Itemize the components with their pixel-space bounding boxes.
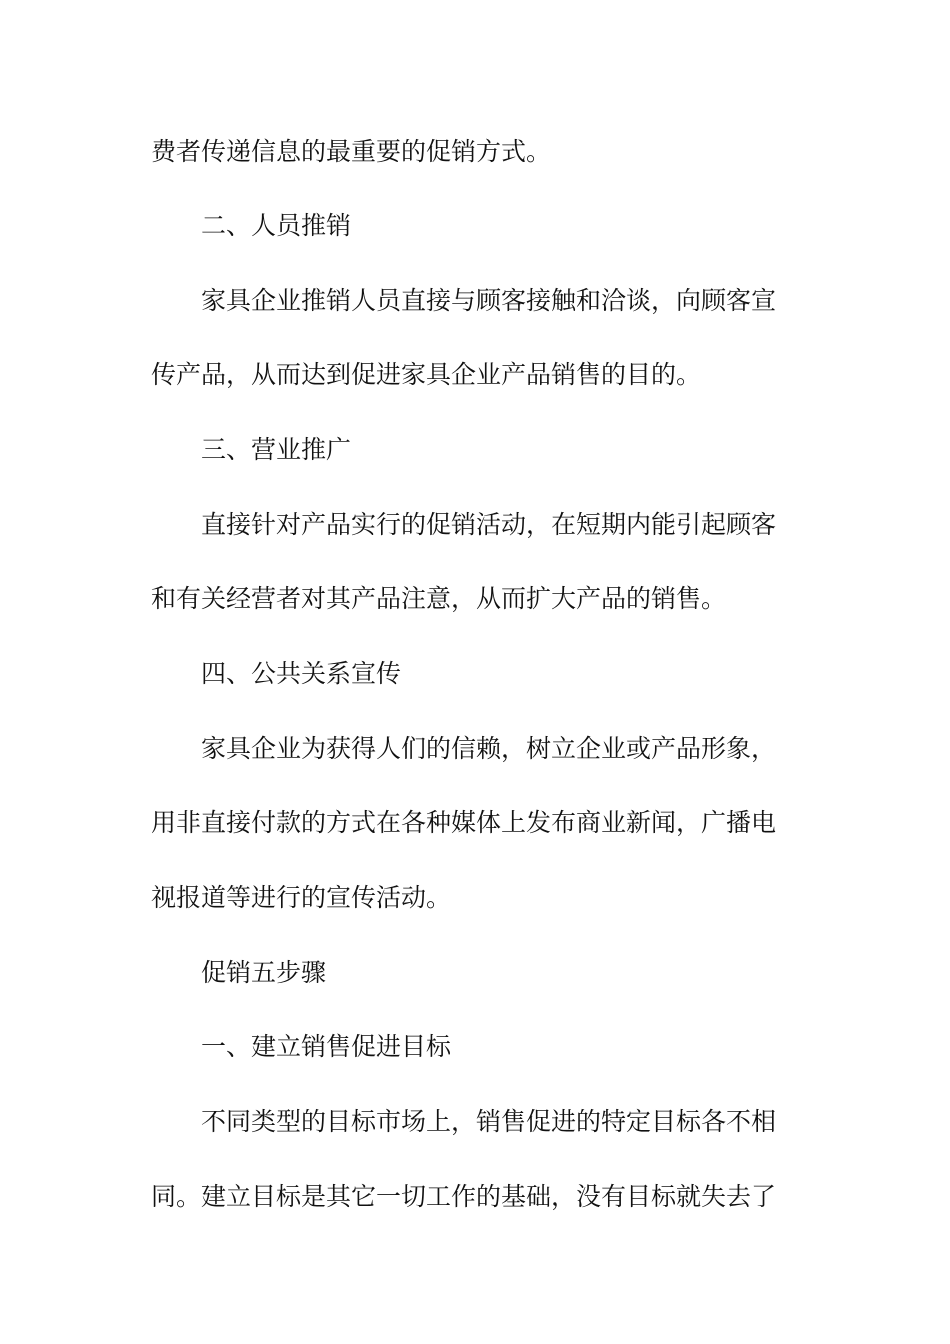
paragraph-first-line: 不同类型的目标市场上，销售促进的特定目标各不相 xyxy=(201,1107,777,1136)
body-text-line: 和有关经营者对其产品注意，从而扩大产品的销售。 xyxy=(151,584,727,613)
section-heading: 促销五步骤 xyxy=(201,958,327,987)
body-text-line: 用非直接付款的方式在各种媒体上发布商业新闻，广播电 xyxy=(151,808,777,837)
paragraph-first-line: 家具企业推销人员直接与顾客接触和洽谈，向顾客宣 xyxy=(201,286,777,315)
section-heading: 三、营业推广 xyxy=(201,435,352,464)
section-heading: 二、人员推销 xyxy=(201,211,352,240)
body-text-line: 同。建立目标是其它一切工作的基础，没有目标就失去了 xyxy=(151,1182,777,1211)
section-heading: 四、公共关系宣传 xyxy=(201,659,402,688)
paragraph-first-line: 直接针对产品实行的促销活动，在短期内能引起顾客 xyxy=(201,510,777,539)
body-text-line: 视报道等进行的宣传活动。 xyxy=(151,883,452,912)
body-text-line: 费者传递信息的最重要的促销方式。 xyxy=(151,137,552,166)
body-text-line: 传产品，从而达到促进家具企业产品销售的目的。 xyxy=(151,360,702,389)
section-heading: 一、建立销售促进目标 xyxy=(201,1032,452,1061)
paragraph-first-line: 家具企业为获得人们的信赖，树立企业或产品形象， xyxy=(201,734,777,763)
